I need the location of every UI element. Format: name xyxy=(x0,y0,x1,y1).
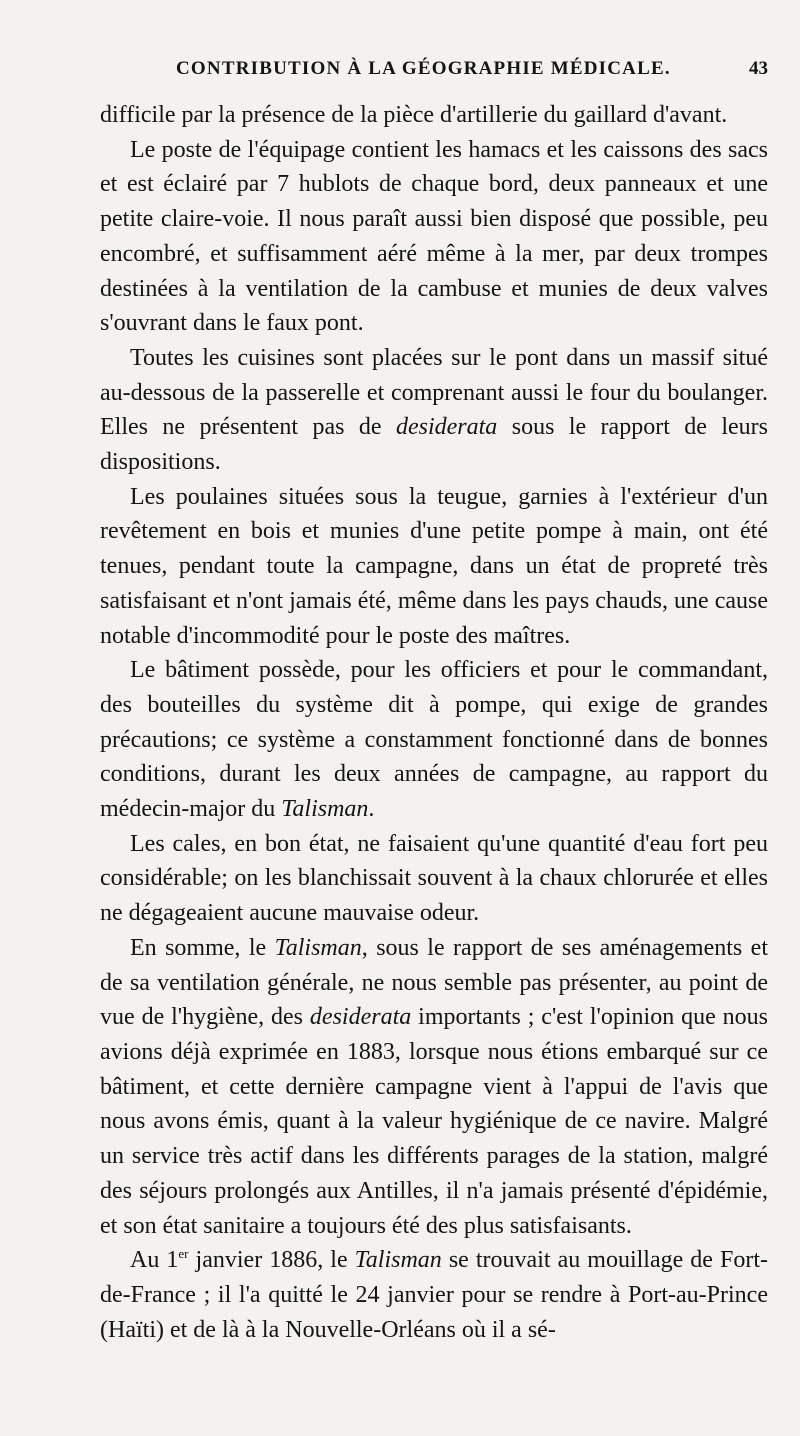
ordinal-superscript: er xyxy=(178,1246,189,1262)
paragraph xyxy=(100,133,768,341)
paragraph-text: sous le rapport de leurs dispositions. xyxy=(100,414,768,476)
paragraph-text: Toutes les cuisines sont placées sur le pont dans un massif situé au-dessous de la passerelle et comprenant aussi le four du boulanger. Elles ne présentent pas de xyxy=(100,344,768,441)
ship-name: Talisman xyxy=(274,934,362,961)
paragraph-text: difficile par la présence de la pièce d'artillerie du gaillard d'avant. xyxy=(100,102,728,128)
paragraph-text: Le poste de l'équipage contient les hamacs et les caissons des sacs et est éclairé par 7 hublots de chaque bord, deux panneaux et une petite claire-voie. Il nous paraît aussi bien disposé que possible, peu encombré, et suffisamment aéré même à la mer, par deux trompes destinées à la ventilation de la cambuse et munies de deux valves s'ouvrant dans le faux pont. xyxy=(100,136,768,337)
running-title: CONTRIBUTION À LA GÉOGRAPHIE MÉDICALE. xyxy=(176,58,671,79)
paragraph-text: importants ; c'est l'opinion que nous avions déjà exprimée en 1883, lorsque nous étions embarqué sur ce bâtiment, et cette dernière campagne vient à l'appui de l'avis que nous avons émis, quant à la valeur hygiénique de ce navire. Malgré un service très actif dans les différents parages de la station, malgré des séjours prolongés aux Antilles, il n'a jamais présenté d'épidémie, et son état sanitaire a toujours été des plus satisfaisants. xyxy=(100,1004,769,1239)
italic-term: desiderata xyxy=(395,414,498,441)
body-text xyxy=(100,98,768,1347)
paragraph xyxy=(100,931,768,1243)
paragraph xyxy=(100,653,768,827)
paragraph-text: Le bâtiment possède, pour les officiers et pour le commandant, des bouteilles du système dit à pompe, qui exige de grandes précautions; ce système a constamment fonctionné dans de bonnes conditions, durant les deux années de campagne, au rapport du médecin-major du xyxy=(100,657,768,823)
italic-term: desiderata xyxy=(309,1004,412,1031)
paragraph-text: . xyxy=(368,796,375,823)
running-head xyxy=(100,58,768,92)
paragraph xyxy=(100,827,768,931)
ship-name: Talisman xyxy=(354,1247,442,1274)
paragraph xyxy=(100,480,768,654)
paragraph-text: janvier 1886, le xyxy=(188,1247,355,1274)
paragraph-text: Au 1 xyxy=(130,1247,179,1274)
paragraph-text: , sous le rapport de ses aménagements et de sa ventilation générale, ne nous semble pas présenter, au point de vue de l'hygiène, des xyxy=(100,934,768,1031)
page-number: 43 xyxy=(749,58,768,79)
paragraph-text: En somme, le xyxy=(130,934,275,961)
paragraph-text: Les poulaines situées sous la teugue, garnies à l'extérieur d'un revêtement en bois et munies d'une petite pompe à main, ont été tenues, pendant toute la campagne, dans un état de propreté très satisfaisant et n'ont jamais été, même dans les pays chauds, une cause notable d'incommodité pour le poste des maîtres. xyxy=(100,483,768,649)
paragraph xyxy=(100,98,768,133)
ship-name: Talisman xyxy=(281,796,369,823)
paragraph xyxy=(100,341,768,480)
paragraph-text: Les cales, en bon état, ne faisaient qu'une quantité d'eau fort peu considérable; on les blanchissait souvent à la chaux chlorurée et elles ne dégageaient aucune mauvaise odeur. xyxy=(100,830,768,927)
paragraph-text: se trouvait au mouillage de Fort-de-France ; il l'a quitté le 24 janvier pour se rendre à Port-au-Prince (Haïti) et de là à la Nouvelle-Orléans où il a sé- xyxy=(100,1247,768,1343)
paragraph xyxy=(100,1243,768,1347)
